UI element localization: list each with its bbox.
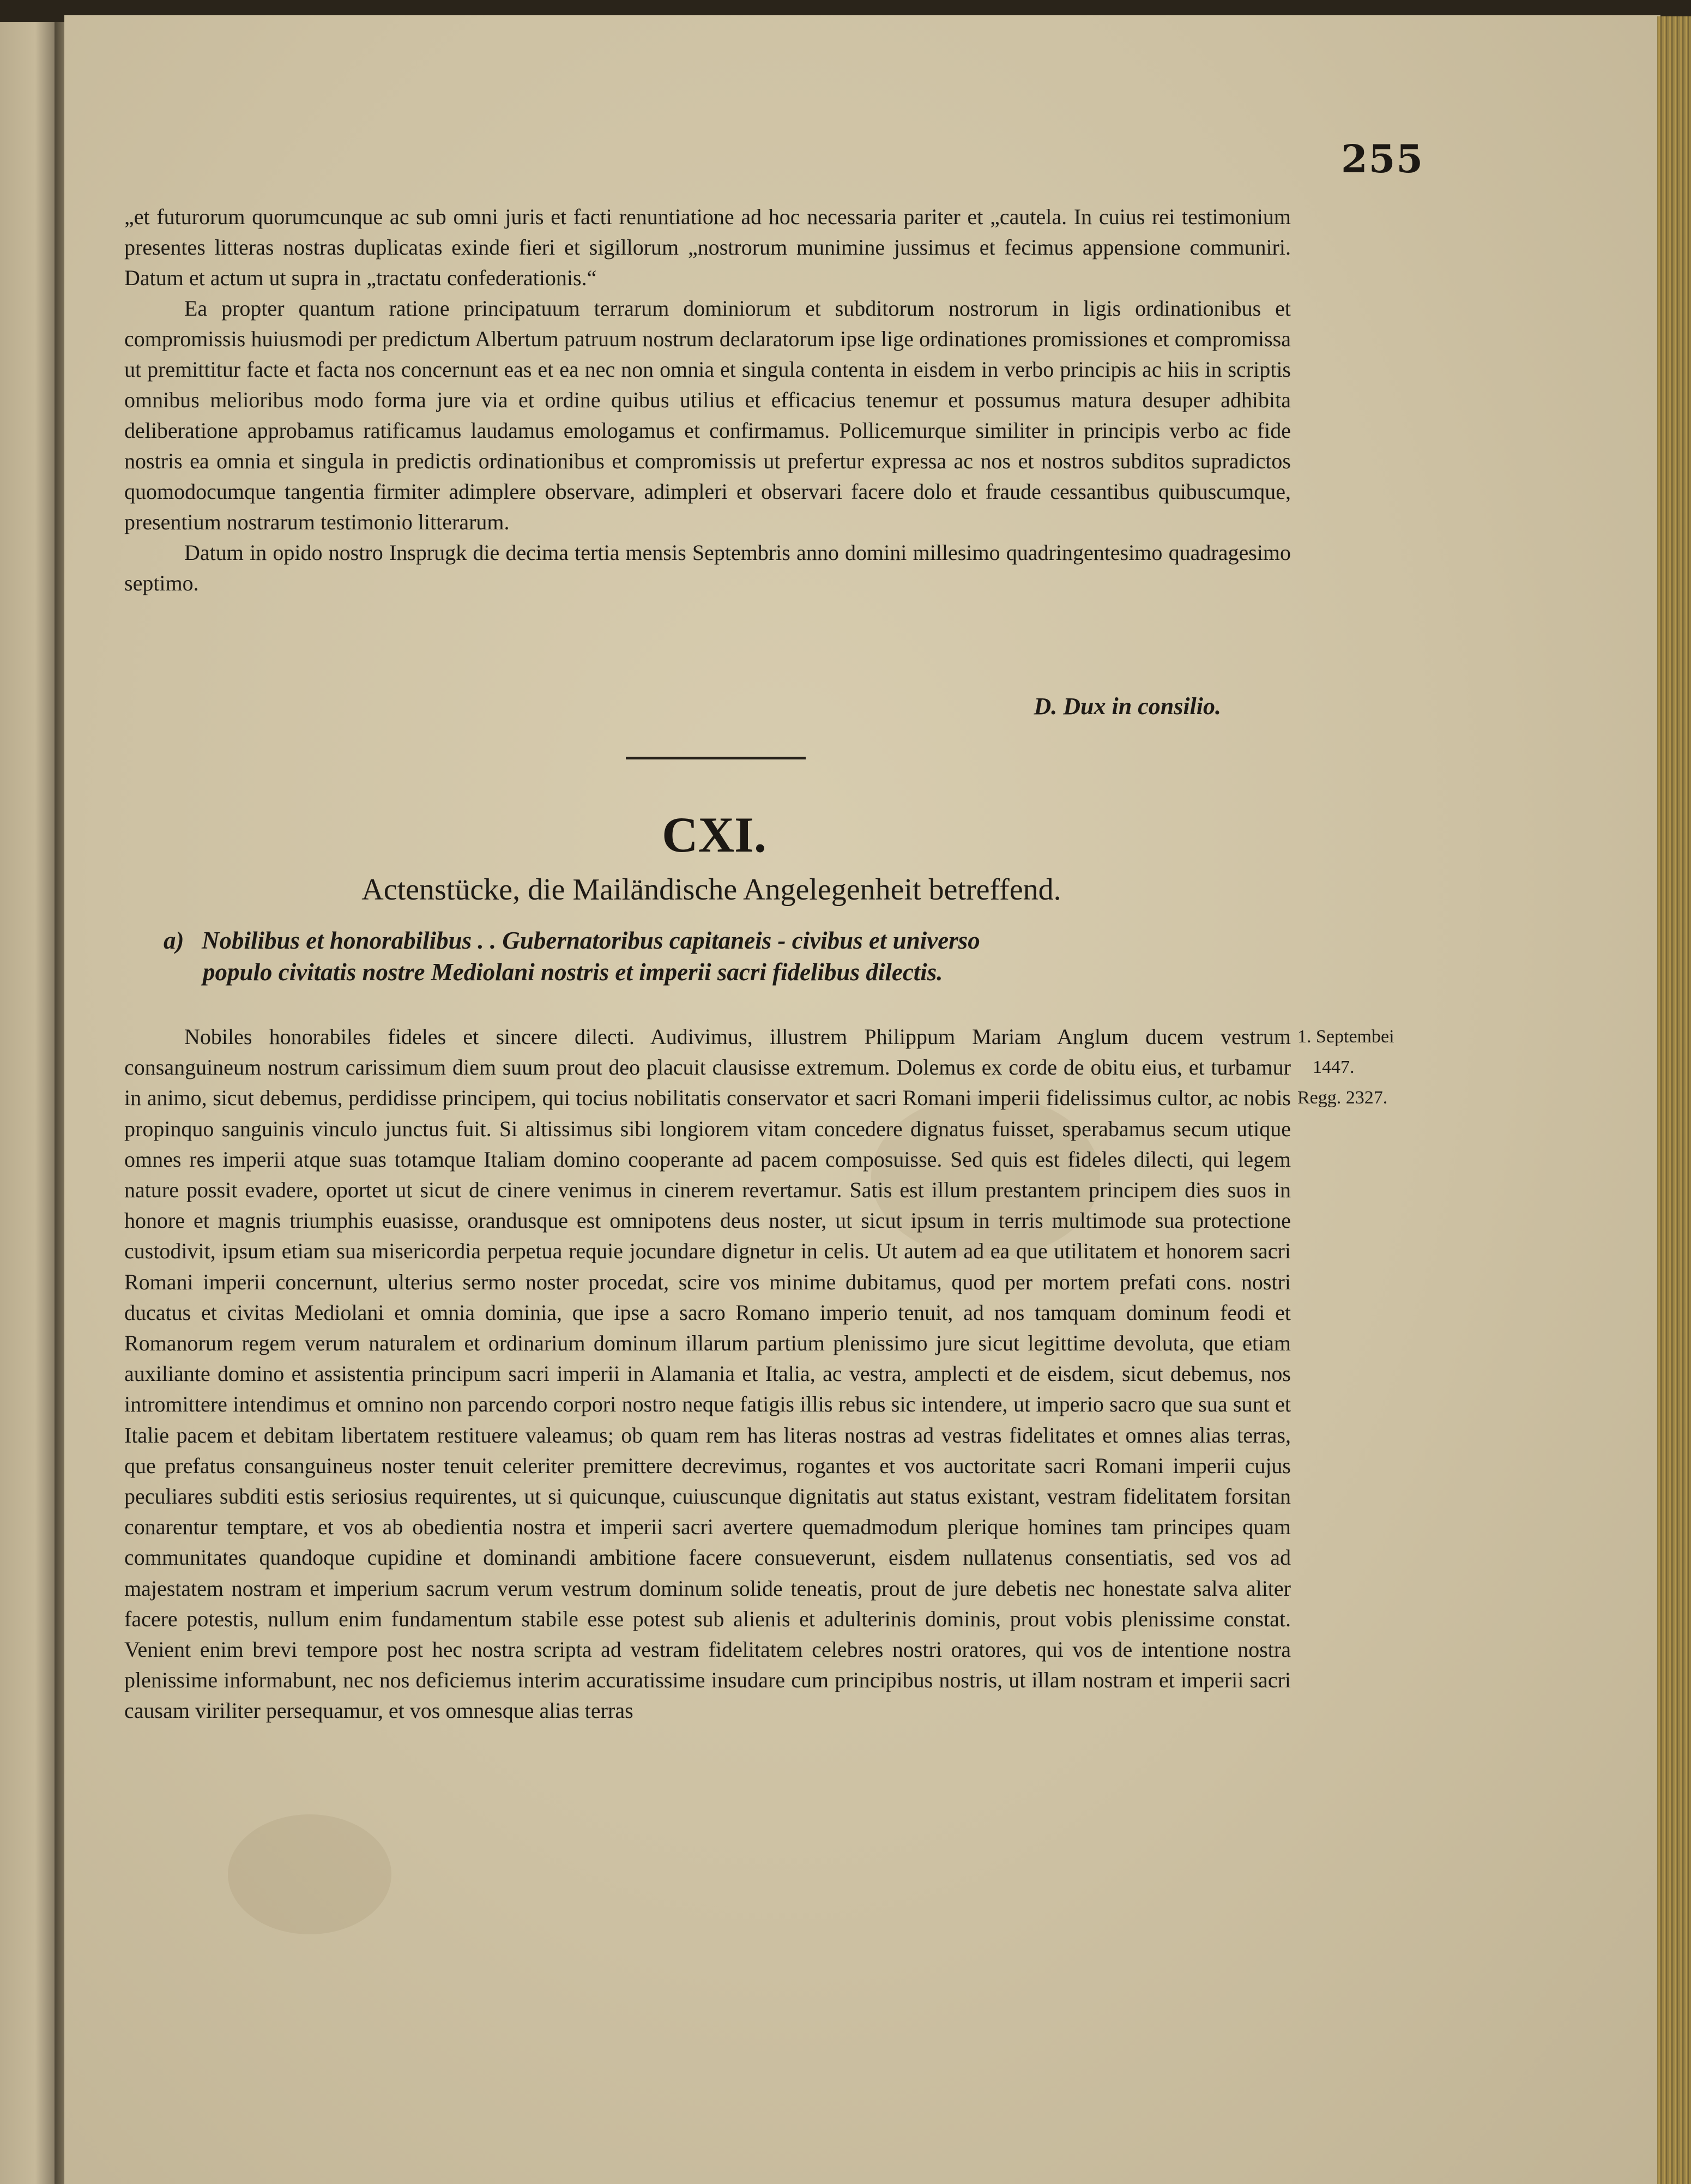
margin-register: Regg. 2327. [1297,1088,1388,1108]
previous-document-text [124,202,1291,599]
page-stack-edge [1657,16,1691,2184]
margin-date: 1. Septembei [1297,1027,1394,1047]
left-page-edge [0,22,59,2184]
address-label: a) [164,927,184,954]
document-address [164,925,1276,988]
paragraph: Ea propter quantum ratione principatuum terrarum dominiorum et subditorum nostrorum in ligis ordinationibus et compromissis huiusmodi per predictum Albertum patruum nostrum declaratorum ipse lige ordinationes promissiones et compromissa ut premittitur facte et facta nos concernunt eas et ea nec non omnia et singula contenta in eisdem in verbo principis ac hiis in scriptis omnibus melioribus modo forma jure via et ordine quibus utilius et efficacius tenemur et possumus matura desuper adhibita deliberatione approbamus ratificamus laudamus emologamus et confirmamus. Pollicemurque similiter in principis verbo ac fide nostris ea omnia et singula in predictis ordinationibus et compromissis ut prefertur expressa ac nos et nostros subditos supradictos quomodocumque tangentia firmiter adimplere observare, adimpleri et observari facere dolo et fraude cessantibus quibuscumque, presentium nostrarum testimonio litterarum. [124,296,1291,534]
paragraph: Datum in opido nostro Insprugk die decima tertia mensis Septembris anno domini millesimo quadringentesimo quadragesimo septimo. [124,540,1291,595]
document-title: Actenstücke, die Mailändische Angelegenheit betreffend. [361,873,1061,907]
document-body [124,1022,1291,1727]
paragraph: Nobiles honorabiles fideles et sincere dilecti. Audivimus, illustrem Philippum Mariam Anglum ducem vestrum consanguineum nostrum carissimum diem suum prout deo placuit clausisse extremum. Dolemus ex corde de obitu eius, et turbamur in animo, sicut debemus, perdidisse principem, qui tocius nobilitatis conservator et sacri Romani imperii fidelissimus cultor, ac nobis propinquo sanguinis vinculo junctus fuit. Si altissimus sibi longiorem vitam concedere dignatus fuisset, sperabamus secum utique omnes res imperii atque suas totamque Italiam domino cooperante ad pacem composuisse. Sed quis est fideles dilecti, qui legem nature possit evadere, oportet ut sicut de cinere venimus in cinerem revertamur. Satis est illum prestantem principem dies suos in honore et magnis triumphis euasisse, orandusque est omnipotens deus noster, ut sicut ipsum in terris multimode sua protectione custodivit, ipsum etiam sua misericordia perpetua requie jocundare dignetur in celis. Ut autem ad ea que utilitatem et honorem sacri Romani imperii concernunt, ulterius sermo noster procedat, scire vos minime dubitamus, quod per mortem prefati cons. nostri ducatus et civitas Mediolani et omnia dominia, que ipse a sacro Romano imperio tenuit, ad nos tamquam dominum feodi et Romanorum regem verum naturalem et ordinarium dominum illarum partium plenissimo jure sicut legittime devoluta, que etiam auxiliante domino et assistentia principum sacri imperii in Alamania et Italia, ac vestra, amplecti et de eisdem, sicut debemus, nos intromittere intendimus et omnino non parcendo corpori nostro neque fatigis illis rebus sic intendere, ut imperio sacro que sua sunt et Italie pacem et debitam libertatem restituere valeamus; ob quam rem has literas nostras ad vestras fidelitates et omnes alias terras, que prefatus consanguineus noster tenuit celeriter premittere decrevimus, rogantes et vos auctoritate sacri Romani imperii cujus peculiares subditi estis seriosius requirentes, ut si quicunque, cuiuscunque dignitatis aut status existant, vestram fidelitatem forsitan conarentur temptare, et vos ab obedientia nostra et imperii sacri avertere quemadmodum plerique homines tam principes quam communitates quandoque cupidine et dominandi ambitione facere consueverunt, eisdem nullatenus consentiatis, sed vos ad majestatem nostram et imperium sacrum verum vestrum dominum solide teneatis, prout de jure debetis nec honestate salva aliter facere potestis, nullum enim fundamentum stabile esse potest sub alienis et adulterinis dominis, prout vobis plenissime constat. Venient enim brevi tempore post hec nostra scripta ad vestram fidelitatem celebres nostri oratores, qui vos de intentione nostra plenissime informabunt, nec nos deficiemus interim accuratissime insudare cum principibus nostris, ut illam nostram et imperii sacri causam viriliter persequamur, et vos omnesque alias terras [124,1024,1291,1723]
address-line [164,925,1276,956]
margin-year: 1447. [1313,1057,1355,1077]
section-divider [626,757,806,759]
signature-line: D. Dux in consilio. [1034,693,1221,720]
paper-stain [228,1814,391,1934]
paragraph: „et futurorum quorumcunque ac sub omni juris et facti renuntiatione ad hoc necessaria pariter et „cautela. In cuius rei testimonium presentes litteras nostras duplicatas exinde fieri et sigillorum „nostrorum munimine jussimus et fecimus appensione communiri. Datum et actum ut supra in „tractatu confederationis.“ [124,204,1291,290]
document-number: CXI. [662,807,766,862]
address-line: populo civitatis nostre Mediolani nostris et imperii sacri fidelibus dilectis. [203,958,943,986]
address-text: Nobilibus et honorabilibus . . Gubernatoribus capitaneis - civibus et universo [202,927,980,954]
page-number: 255 [1341,136,1424,182]
